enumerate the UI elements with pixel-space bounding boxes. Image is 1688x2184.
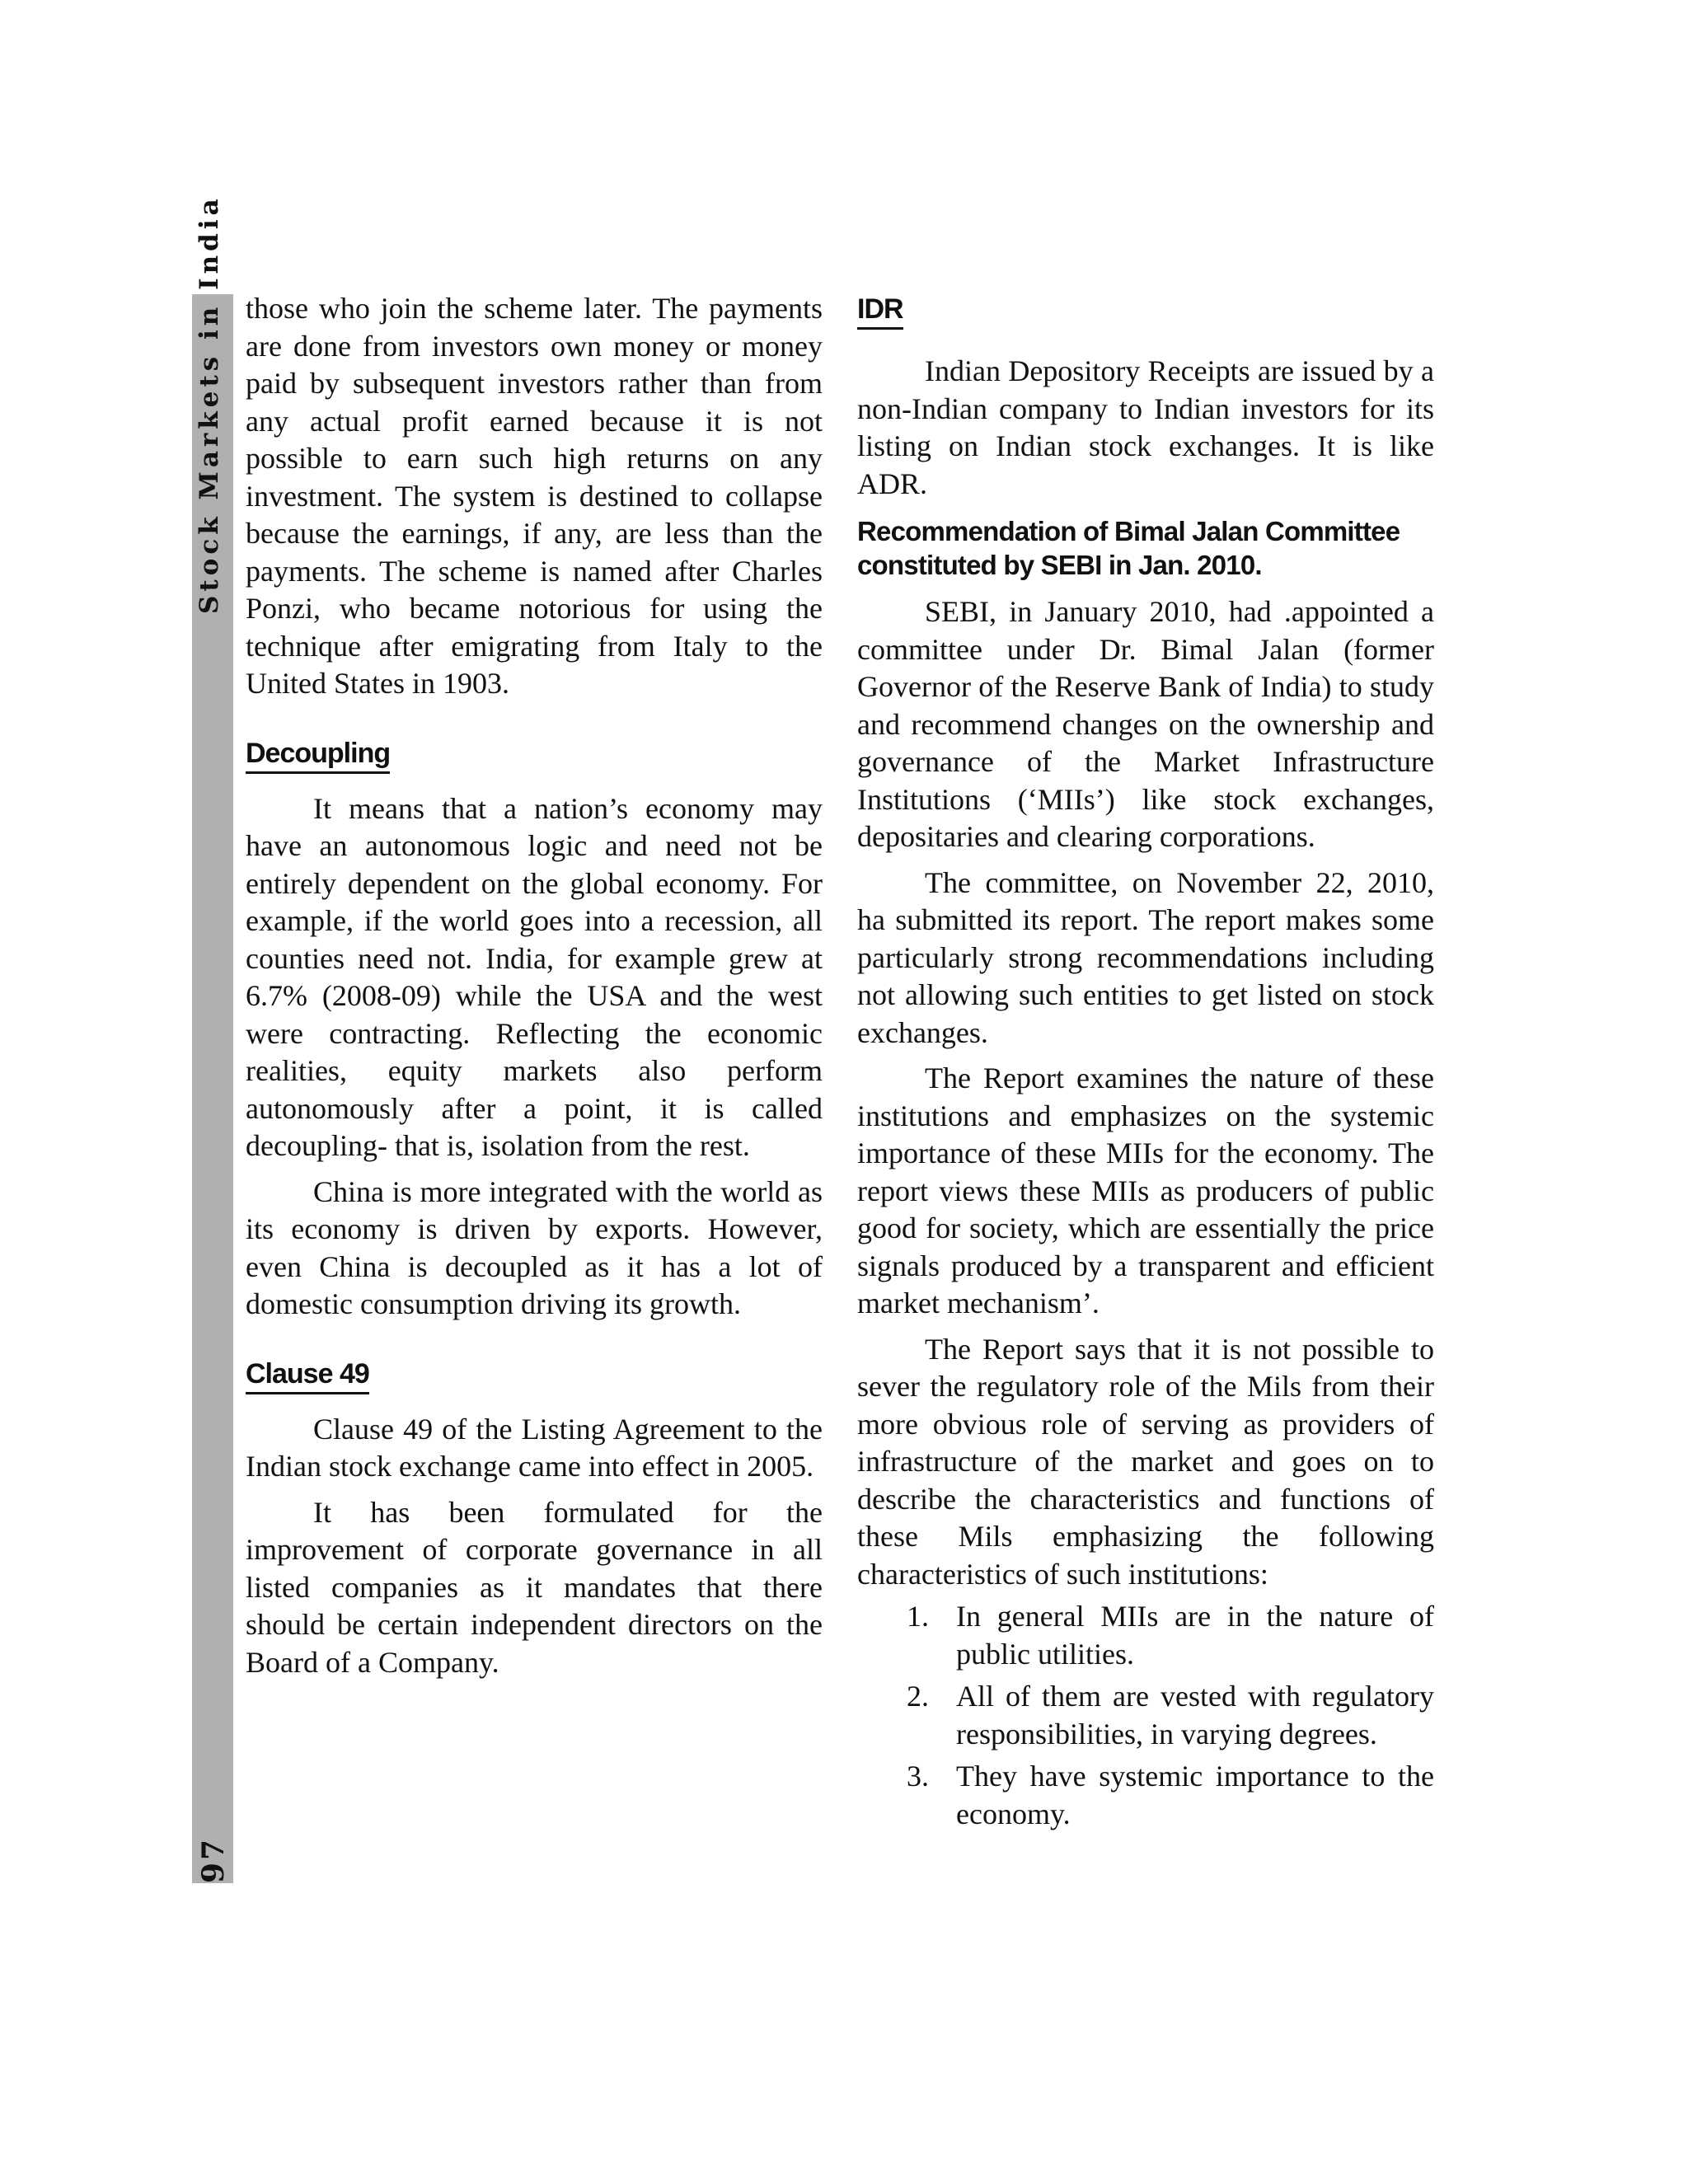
list-item [857, 1758, 1434, 1833]
section-heading-decoupling: Decoupling [246, 736, 390, 774]
list-item-number: 2. [907, 1680, 929, 1713]
subheading-jalan-committee: Recommendation of Bimal Jalan Committee constituted by SEBI in Jan. 2010. [857, 516, 1400, 580]
list-item-number: 3. [907, 1760, 929, 1793]
paragraph-jalan-2: The committee, on November 22, 2010, ha submitted its report. The report makes some particularly strong recommendations including not allowing such entities to get listed on stock exchanges. [857, 865, 1434, 1049]
paragraph-clause49-1: Clause 49 of the Listing Agreement to the Indian stock exchange came into effect in 2005. [246, 1412, 823, 1483]
section-heading-clause49-wrap [246, 1355, 823, 1394]
section-heading-decoupling-wrap [246, 734, 823, 774]
running-header: Stock Markets in India [195, 194, 224, 614]
paragraph-idr: Indian Depository Receipts are issued by a non-Indian company to Indian investors for its listing on Indian stock exchanges. It is like ADR. [857, 354, 1434, 500]
characteristics-list [857, 1598, 1434, 1833]
right-column [857, 290, 1434, 1838]
section-heading-clause49: Clause 49 [246, 1357, 369, 1394]
section-heading-idr-wrap [857, 290, 1434, 330]
paragraph-ponzi: those who join the scheme later. The payments are done from investors own money or money paid by subsequent investors rather than from any actual profit earned because it is not possible to earn such high returns on any investment. The system is destined to collapse because the earnings, if any, are less than the payments. The scheme is named after Charles Ponzi, who became notorious for using the technique after emigrating from Italy to the United States in 1903. [246, 292, 823, 700]
paragraph-jalan-1: SEBI, in January 2010, had .appointed a committee under Dr. Bimal Jalan (former Governor of the Reserve Bank of India) to study and recommend changes on the ownership and governance of the Market Infrastructure Institutions (‘MIIs’) like stock exchanges, depositaries and clearing corporations. [857, 595, 1434, 853]
list-item-text: All of them are vested with regulatory responsibilities, in varying degrees. [956, 1680, 1434, 1750]
paragraph-clause49-2: It has been formulated for the improvement of corporate governance in all listed companies as it mandates that there should be certain independent directors on the Board of a Company. [246, 1495, 823, 1679]
list-item [857, 1598, 1434, 1673]
paragraph-jalan-3: The Report examines the nature of these institutions and emphasizes on the systemic importance of these MIIs for the economy. The report views these MIIs as producers of public good for society, which are essentially the price signals produced by a transparent and efficient market mechanism’. [857, 1062, 1434, 1319]
list-item [857, 1678, 1434, 1753]
page-number: 97 [196, 1836, 231, 1883]
list-item-text: They have systemic importance to the economy. [956, 1760, 1434, 1830]
left-column [246, 290, 823, 1681]
paragraph-jalan-4: The Report says that it is not possible to sever the regulatory role of the Mils from their more obvious role of serving as providers of infrastructure of the market and goes on to describe the characteristics and functions of these Mils emphasizing the following characteristics of such institutions: [857, 1332, 1434, 1591]
section-heading-idr: IDR [857, 292, 903, 330]
paragraph-decoupling-2: China is more integrated with the world as its economy is driven by exports. However, even China is decoupled as it has a lot of domestic consumption driving its growth. [246, 1174, 823, 1320]
list-item-number: 1. [907, 1600, 929, 1633]
list-item-text: In general MIIs are in the nature of public utilities. [956, 1600, 1434, 1671]
paragraph-decoupling-1: It means that a nation’s economy may have an autonomous logic and need not be entirely dependent on the global economy. For example, if the world goes into a recession, all counties need not. India, for example grew at 6.7% (2008-09) while the USA and the west were contracting. Reflecting the economic realities, equity markets also perform autonomously after a point, it is called decoupling- that is, isolation from the rest. [246, 791, 823, 1162]
